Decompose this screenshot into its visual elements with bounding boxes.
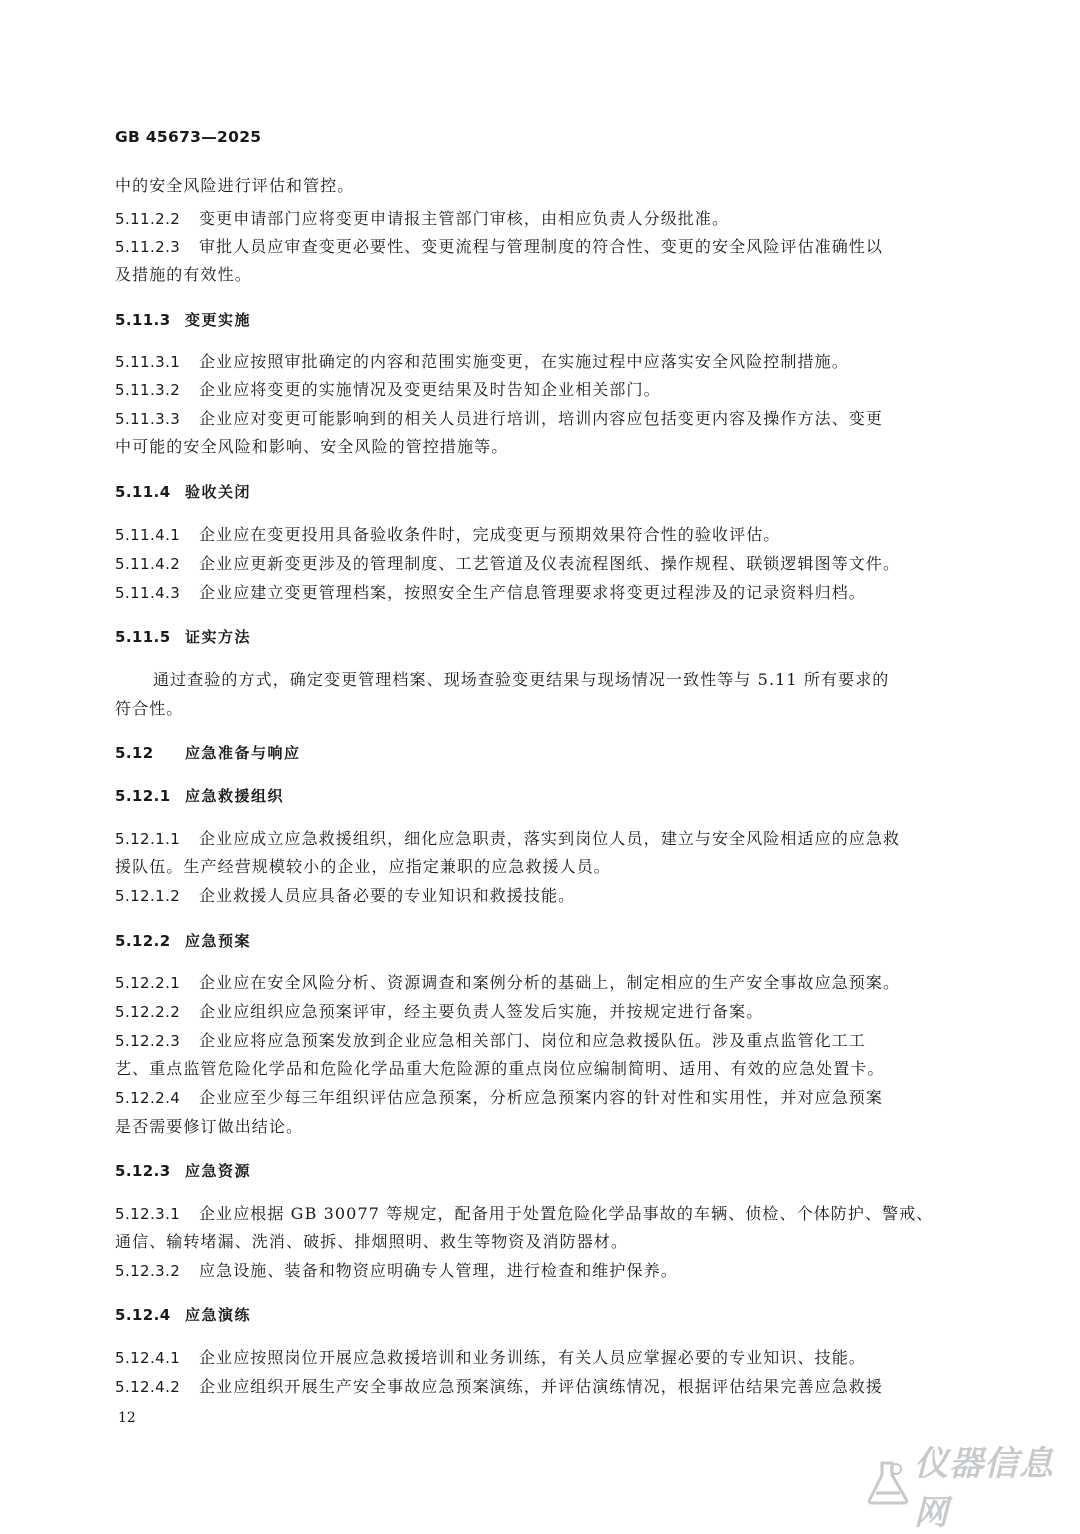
clause-5-12-2-2 [115,1002,955,1022]
line-text: 艺、重点监管危险化学品和危险化学品重大危险源的重点岗位应编制简明、适用、有效的应急处置卡。 [115,1059,885,1078]
clause-text: 企业应组织应急预案评审，经主要负责人签发后实施，并按规定进行备案。 [199,1002,764,1021]
clause-5-11-2-2 [115,209,955,229]
clause-5-11-4-1 [115,525,955,545]
clause-number: 5.11.4.2 [115,555,181,573]
paragraph-line [115,176,955,196]
section-number: 5.12.2 [115,932,171,950]
clause-5-11-3-2 [115,380,955,400]
clause-5-12-2-1 [115,973,955,993]
line-text: 及措施的有效性。 [115,265,252,284]
paragraph-line [115,1232,955,1252]
line-text: 通信、输转堵漏、洗消、破拆、排烟照明、救生等物资及消防器材。 [115,1232,629,1251]
line-text: 援队伍。生产经营规模较小的企业，应指定兼职的应急救援人员。 [115,857,611,876]
watermark [862,1436,1080,1534]
clause-number: 5.11.4.3 [115,584,181,602]
clause-text: 企业应按照岗位开展应急救援培训和业务训练，有关人员应掌握必要的专业知识、技能。 [199,1348,866,1367]
section-heading-5-11-3 [115,310,955,330]
clause-text: 企业应按照审批确定的内容和范围实施变更，在实施过程中应落实安全风险控制措施。 [199,352,849,371]
clause-number: 5.12.4.1 [115,1349,181,1367]
clause-number: 5.12.4.2 [115,1378,181,1396]
clause-text: 企业应建立变更管理档案，按照安全生产信息管理要求将变更过程涉及的记录资料归档。 [199,583,866,602]
clause-text: 企业应将应急预案发放到企业应急相关部门、岗位和应急救援队伍。涉及重点监管化工工 [199,1031,866,1050]
clause-text: 企业应至少每三年组织评估应急预案，分析应急预案内容的针对性和实用性，并对应急预案 [199,1088,884,1107]
clause-5-12-2-3 [115,1031,955,1051]
clause-number: 5.12.2.4 [115,1089,181,1107]
clause-number: 5.11.2.3 [115,238,181,256]
section-number: 5.12.4 [115,1306,171,1324]
paragraph-line [115,265,955,285]
section-heading-5-11-4 [115,482,955,502]
clause-number: 5.12.3.1 [115,1205,181,1223]
clause-number: 5.12.2.3 [115,1032,181,1050]
clause-5-12-2-4 [115,1088,955,1108]
clause-number: 5.12.1.2 [115,887,181,905]
clause-5-11-4-2 [115,554,955,574]
clause-number: 5.12.1.1 [115,830,181,848]
paragraph-line [115,1117,955,1137]
clause-number: 5.12.2.1 [115,974,181,992]
section-number: 5.12.1 [115,787,171,805]
paragraph-line [115,670,993,690]
section-number: 5.12.3 [115,1162,171,1180]
clause-5-11-2-3 [115,237,955,257]
clause-text: 企业应对变更可能影响到的相关人员进行培训，培训内容应包括变更内容及操作方法、变更 [199,409,884,428]
section-heading-5-12 [115,743,955,763]
clause-5-12-1-1 [115,829,955,849]
paragraph-line [115,437,955,457]
section-title: 证实方法 [185,628,252,646]
clause-number: 5.12.2.2 [115,1003,181,1021]
line-text: 通过查验的方式，确定变更管理档案、现场查验变更结果与现场情况一致性等与 5.11 所有要求的 [153,670,890,689]
clause-number: 5.12.3.2 [115,1262,181,1280]
clause-number: 5.11.3.2 [115,381,181,399]
page-number: 12 [118,1410,136,1426]
section-title: 应急演练 [185,1306,252,1324]
clause-text: 应急设施、装备和物资应明确专人管理，进行检查和维护保养。 [199,1261,678,1280]
clause-5-12-3-1 [115,1204,955,1224]
clause-text: 变更申请部门应将变更申请报主管部门审核，由相应负责人分级批准。 [199,209,730,228]
section-number: 5.11.3 [115,311,171,329]
section-heading-5-12-2 [115,931,955,951]
clause-number: 5.11.4.1 [115,526,181,544]
line-text: 符合性。 [115,699,184,718]
clause-text: 企业应更新变更涉及的管理制度、工艺管道及仪表流程图纸、操作规程、联锁逻辑图等文件。 [199,554,901,573]
clause-number: 5.11.3.3 [115,410,181,428]
clause-5-12-4-2 [115,1377,955,1397]
paragraph-line [115,1059,955,1079]
flask-icon [862,1459,914,1511]
section-heading-5-12-3 [115,1161,955,1181]
clause-5-12-1-2 [115,886,955,906]
clause-text: 企业应根据 GB 30077 等规定，配备用于处置危险化学品事故的车辆、侦检、个体防护、警戒、 [199,1204,934,1223]
clause-5-11-3-1 [115,352,955,372]
section-title: 应急资源 [185,1162,252,1180]
clause-5-12-4-1 [115,1348,955,1368]
section-number: 5.11.5 [115,628,171,646]
clause-5-11-3-3 [115,409,955,429]
section-title: 应急预案 [185,932,252,950]
section-number: 5.11.4 [115,483,171,501]
section-number: 5.12 [115,744,154,762]
line-text: 中可能的安全风险和影响、安全风险的管控措施等。 [115,437,509,456]
clause-text: 企业救援人员应具备必要的专业知识和救援技能。 [199,886,576,905]
section-heading-5-12-1 [115,786,955,806]
clause-text: 企业应在变更投用具备验收条件时，完成变更与预期效果符合性的验收评估。 [199,525,781,544]
watermark-text: 仪器信息网 [914,1444,1054,1533]
section-title: 应急救援组织 [185,787,285,805]
section-title: 应急准备与响应 [185,744,301,762]
clause-text: 企业应成立应急救援组织，细化应急职责，落实到岗位人员，建立与安全风险相适应的应急救 [199,829,901,848]
clause-text: 企业应组织开展生产安全事故应急预案演练，并评估演练情况，根据评估结果完善应急救援 [199,1377,884,1396]
line-text: 中的安全风险进行评估和管控。 [115,176,355,195]
line-text: 是否需要修订做出结论。 [115,1117,304,1136]
clause-5-11-4-3 [115,583,955,603]
section-title: 变更实施 [185,311,252,329]
paragraph-line [115,699,955,719]
clause-text: 审批人员应审查变更必要性、变更流程与管理制度的符合性、变更的安全风险评估准确性以 [199,237,884,256]
paragraph-line [115,857,955,877]
section-title: 验收关闭 [185,483,252,501]
clause-number: 5.11.3.1 [115,353,181,371]
clause-number: 5.11.2.2 [115,210,181,228]
section-heading-5-11-5 [115,627,955,647]
section-heading-5-12-4 [115,1305,955,1325]
clause-text: 企业应在安全风险分析、资源调查和案例分析的基础上，制定相应的生产安全事故应急预案。 [199,973,901,992]
standard-code-header: GB 45673—2025 [115,128,262,146]
clause-5-12-3-2 [115,1261,955,1281]
clause-text: 企业应将变更的实施情况及变更结果及时告知企业相关部门。 [199,380,661,399]
